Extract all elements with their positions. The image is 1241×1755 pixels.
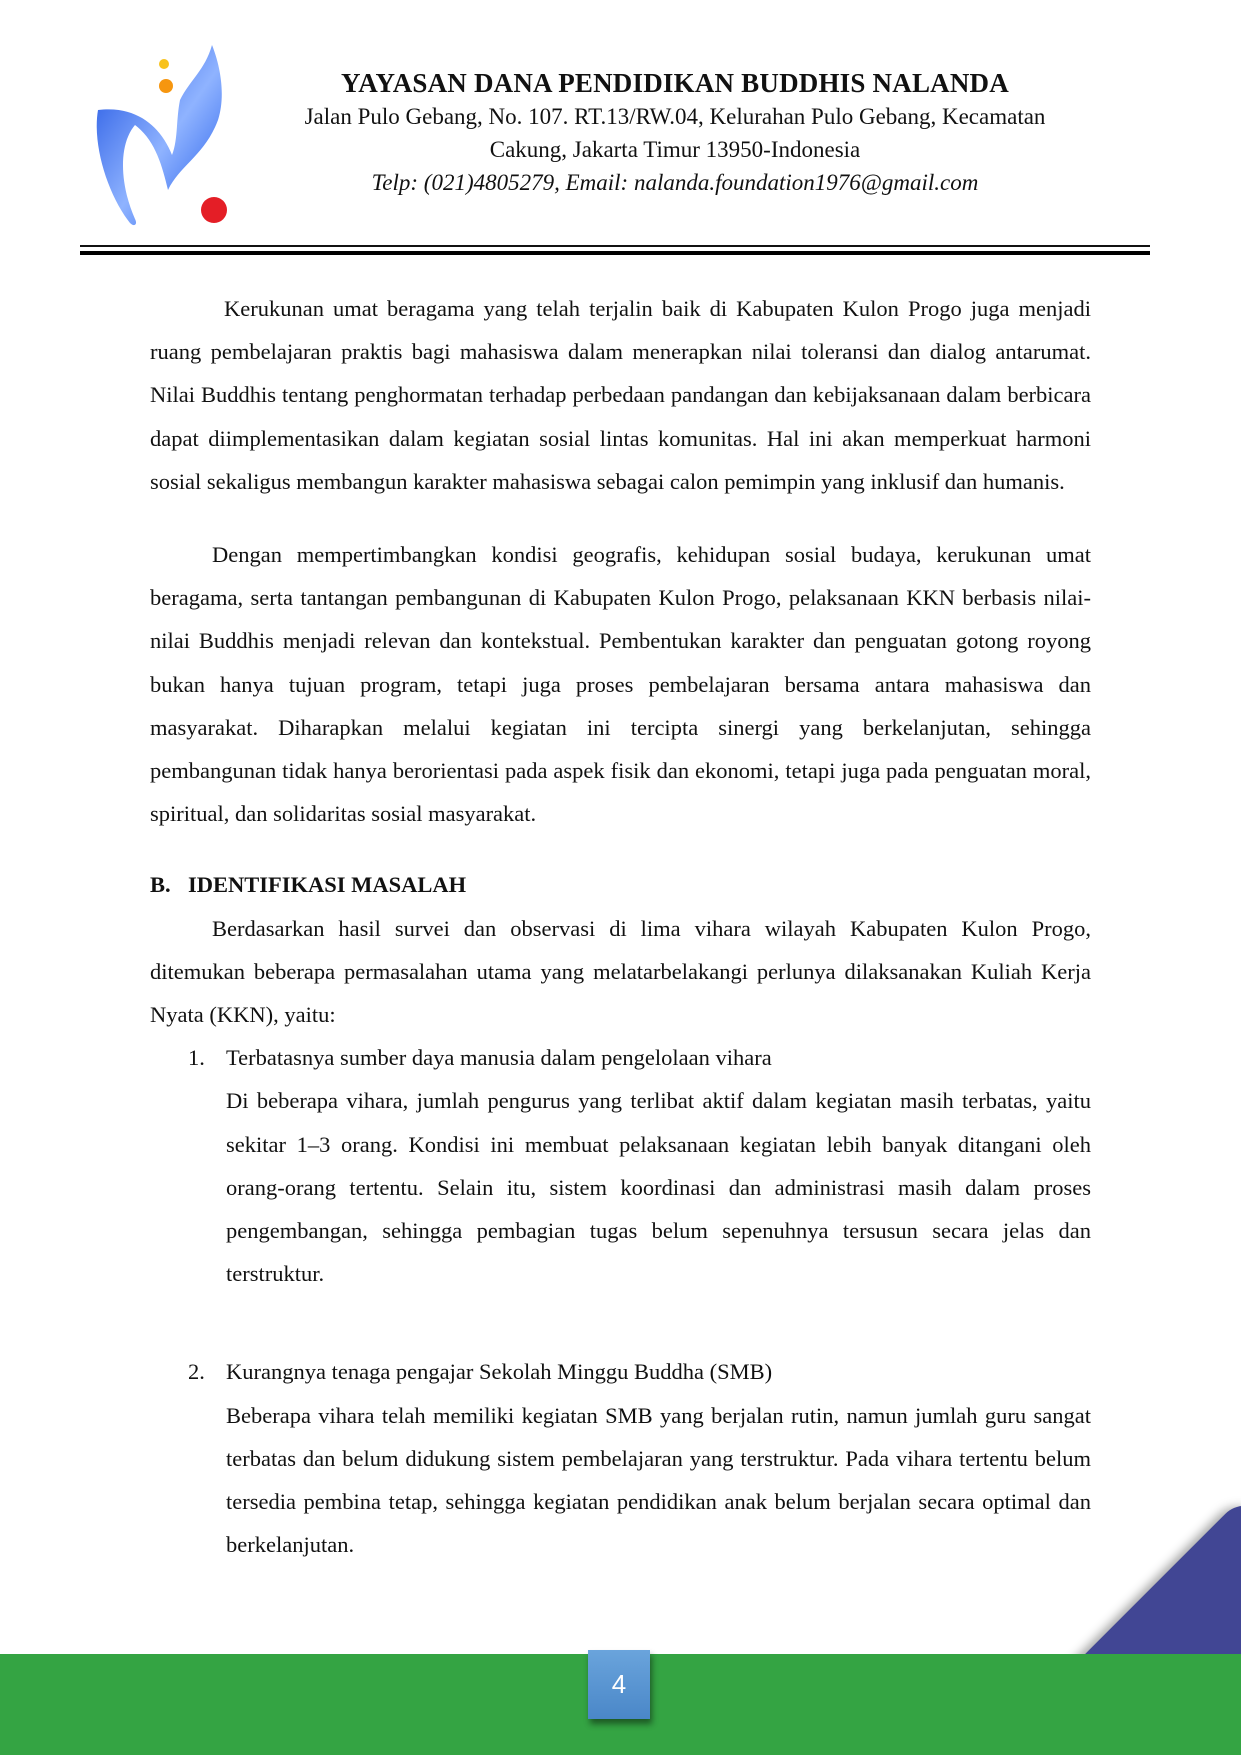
address-line-1: Jalan Pulo Gebang, No. 107. RT.13/RW.04, Kelurahan Pulo Gebang, Kecamatan [304,104,1046,129]
item-number: 1. [188,1045,205,1071]
paragraph: Kerukunan umat beragama yang telah terjalin baik di Kabupaten Kulon Progo juga menjadi ruang pembelajaran praktis bagi mahasiswa dalam menerapkan nilai toleransi dan dialog antarumat. Nilai Buddhis tentang penghormatan terhadap perbedaan pandangan dan kebijaksanaan dalam berbicara dapat diimplementasikan dalam kegiatan sosial lintas komunitas. Hal ini akan memperkuat harmoni sosial sekaligus membangun karakter mahasiswa sebagai calon pemimpin yang inklusif dan humanis. [150,296,1091,494]
list-item [188,1350,1091,1566]
section-intro: Berdasarkan hasil survei dan observasi di lima vihara wilayah Kabupaten Kulon Progo, ditemukan beberapa permasalahan utama yang melatarbelakangi perlunya dilaksanakan Kuliah Kerja Nyata (KKN), yaitu: [150,915,1091,1028]
organization-name: YAYASAN DANA PENDIDIKAN BUDDHIS NALANDA [341,68,1009,98]
page-number-badge: 4 [588,1650,650,1719]
nalanda-logo-icon [90,45,250,235]
item-body: Beberapa vihara telah memiliki kegiatan SMB yang berjalan rutin, namun jumlah guru sangat terbatas dan belum didukung sistem pembelajaran yang terstruktur. Pada vihara tertentu belum tersedia pembina tetap, sehingga kegiatan pendidikan anak belum berjalan secara optimal dan berkelanjutan. [226,1402,1091,1558]
document-body [150,287,1091,1566]
section-title: IDENTIFIKASI MASALAH [188,872,467,898]
list-item [188,1036,1091,1295]
section-number: B. [150,872,171,898]
header-divider-thick [80,251,1150,255]
paragraph: Dengan mempertimbangkan kondisi geografis, kehidupan sosial budaya, kerukunan umat beragama, serta tantangan pembangunan di Kabupaten Kulon Progo, pelaksanaan KKN berbasis nilai-nilai Buddhis menjadi relevan dan kontekstual. Pembentukan karakter dan penguatan gotong royong bukan hanya tujuan program, tetapi juga proses pembelajaran bersama antara mahasiswa dan masyarakat. Diharapkan melalui kegiatan ini tercipta sinergi yang berkelanjutan, sehingga pembangunan tidak hanya berorientasi pada aspek fisik dan ekonomi, tetapi juga pada penguatan moral, spiritual, dan solidaritas sosial masyarakat. [150,542,1091,827]
item-title: Kurangnya tenaga pengajar Sekolah Minggu Buddha (SMB) [226,1359,773,1385]
letterhead [255,66,1095,199]
header-divider-thin [80,245,1150,247]
address-line-2: Cakung, Jakarta Timur 13950-Indonesia [489,137,861,162]
item-title: Terbatasnya sumber daya manusia dalam pengelolaan vihara [226,1045,772,1071]
contact-info: Telp: (021)4805279, Email: nalanda.foundation1976@gmail.com [371,170,979,195]
item-number: 2. [188,1359,205,1385]
item-body: Di beberapa vihara, jumlah pengurus yang terlibat aktif dalam kegiatan masih terbatas, yaitu sekitar 1–3 orang. Kondisi ini membuat pelaksanaan kegiatan lebih banyak ditangani oleh orang-orang tertentu. Selain itu, sistem koordinasi dan administrasi masih dalam proses pengembangan, sehingga pembagian tugas belum sepenuhnya tersusun secara jelas dan terstruktur. [226,1088,1091,1287]
section-heading [150,863,1091,906]
